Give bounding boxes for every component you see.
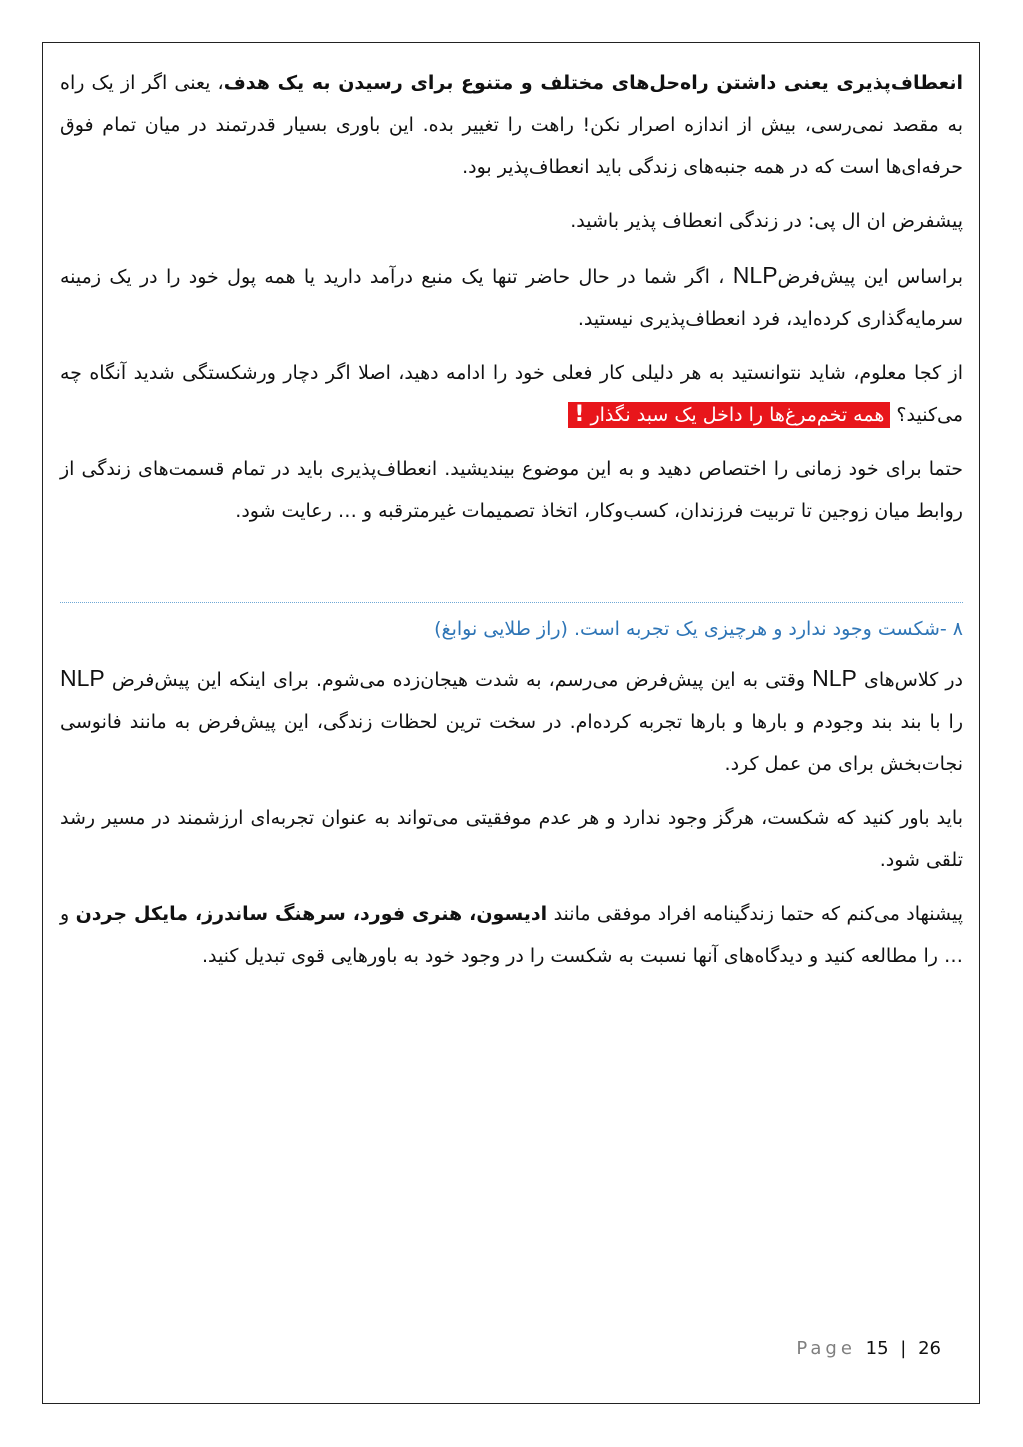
eggs-text: از کجا معلوم، شاید نتوانستید به هر دلیلی کار فعلی خود را ادامه دهید، اصلا اگر دچار ورشکستگی شدید آنگاه چه می‌کنید؟ bbox=[60, 362, 963, 426]
paragraph-presupposition: پیشفرض ان ال پی: در زندگی انعطاف پذیر باشید. bbox=[570, 210, 963, 232]
paragraph-apply-everywhere: حتما برای خود زمانی را اختصاص دهید و به این موضوع بیندیشید. انعطاف‌پذیری باید در تمام قسمت‌های زندگی از روابط میان زوجین تا تربیت فرزندان، کسب‌وکار، اتخاذ تصمیمات غیرمترقبه و … رعایت شود. bbox=[60, 458, 963, 522]
famous-names: ادیسون، هنری فورد، سرهنگ ساندرز، مایکل جردن bbox=[75, 903, 548, 925]
paragraph-flexibility-definition bbox=[60, 62, 963, 188]
page-footer bbox=[796, 1338, 941, 1359]
classes-text-middle: وقتی به این پیش‌فرض می‌رسم، به شدت هیجان‌زده می‌شوم. برای اینکه این پیش‌فرض bbox=[104, 669, 813, 691]
classes-text-start: در کلاس‌های bbox=[856, 669, 963, 691]
exclamation-mark: ! bbox=[574, 402, 585, 427]
nlp-term: NLP bbox=[732, 262, 778, 288]
paragraph-biographies bbox=[60, 893, 963, 977]
income-text-start: براساس این پیش‌فرض bbox=[777, 266, 964, 288]
highlighted-advice-text: همه تخم‌مرغ‌ها را داخل یک سبد نگذار bbox=[584, 404, 885, 426]
current-page-number: 15 bbox=[865, 1338, 889, 1359]
paragraph-no-failure: باید باور کنید که شکست، هرگز وجود ندارد و هر عدم موفقیتی می‌تواند به عنوان تجربه‌ای ارزشمند در مسیر رشد تلقی شود. bbox=[60, 807, 963, 871]
paragraph-eggs-basket bbox=[60, 352, 963, 436]
income-text-end: ، اگر شما در حال حاضر تنها یک منبع درآمد دارید یا همه پول خود را در یک زمینه سرمایه‌گذاری کرده‌اید، فرد انعطاف‌پذیری نیستید. bbox=[60, 266, 963, 330]
page-separator: | bbox=[900, 1338, 907, 1359]
paragraph-income-sources bbox=[60, 254, 963, 340]
classes-text-end: را با بند بند وجودم و بارها و بارها تجربه کرده‌ام. در سخت ترین لحظات زندگی، این پیش‌فرض به مانند فانوسی نجات‌بخش برای من عمل کرد. bbox=[60, 711, 963, 775]
definition-text: ، یعنی اگر از یک راه به مقصد نمی‌رسی، بیش از اندازه اصرار نکن! راهت را تغییر بده. این باوری بسیار قدرتمند در میان تمام فوق حرفه‌ای‌ها است که در همه جنبه‌های زندگی باید انعطاف‌پذیر بود. bbox=[60, 72, 963, 178]
nlp-term: NLP bbox=[812, 665, 857, 691]
nlp-term: NLP bbox=[60, 665, 105, 691]
section-divider bbox=[60, 602, 963, 603]
page-label: Page bbox=[796, 1338, 856, 1359]
highlighted-advice bbox=[568, 402, 890, 428]
bold-definition: انعطاف‌پذیری یعنی داشتن راه‌حل‌های مختلف و متنوع برای رسیدن به یک هدف bbox=[223, 72, 963, 94]
biographies-text-start: پیشنهاد می‌کنم که حتما زندگینامه افراد موفقی مانند bbox=[547, 903, 964, 925]
biographies-text-end: و … را مطالعه کنید و دیدگاه‌های آنها نسبت به شکست را در وجود خود به باورهایی قوی تبدیل کنید. bbox=[60, 903, 963, 967]
document-body bbox=[60, 62, 963, 989]
section-heading: ۸ -شکست وجود ندارد و هرچیزی یک تجربه است. (راز طلایی نوابغ) bbox=[434, 618, 963, 640]
paragraph-nlp-classes bbox=[60, 657, 963, 785]
total-pages: 26 bbox=[918, 1338, 941, 1359]
